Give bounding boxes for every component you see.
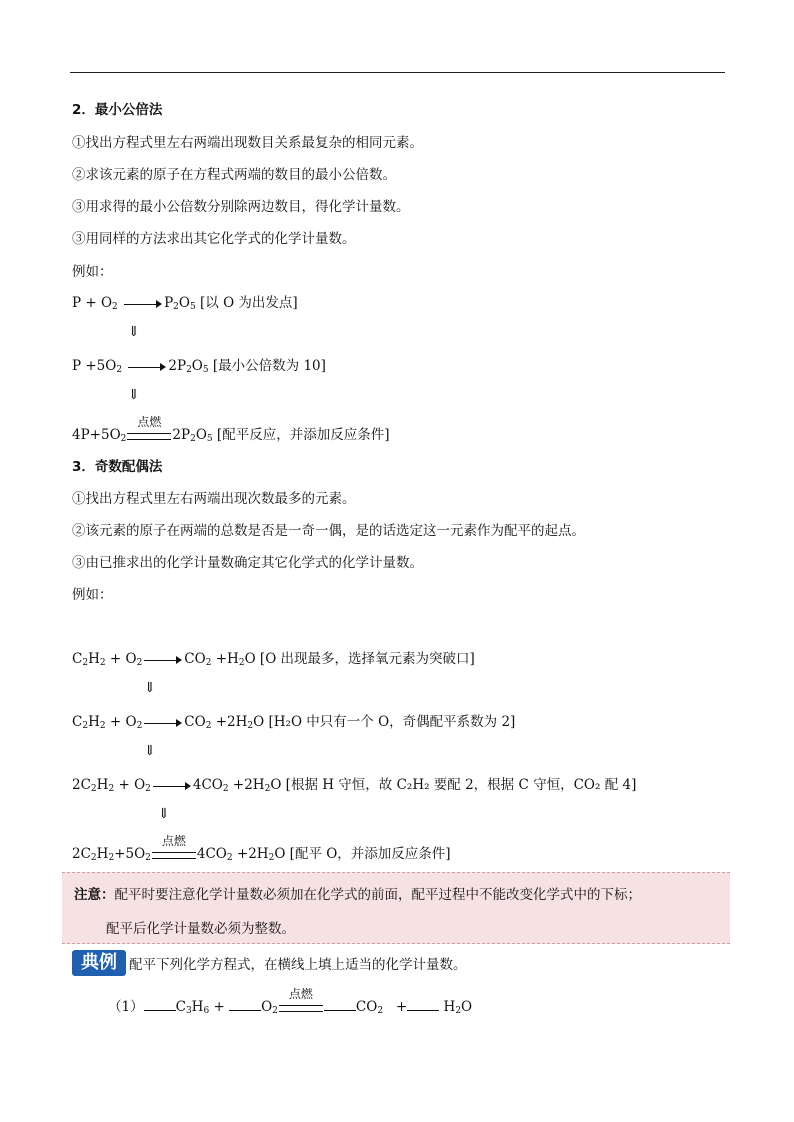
section-heading-odd-even: 3．奇数配偶法 bbox=[72, 459, 163, 475]
equation-line: $C_2H_2 + O_2$ $CO_2 +H_2O$ [O 出现最多，选择氧元素为突破口] bbox=[72, 651, 475, 668]
step-line: ①找出方程式里左右两端出现数目关系最复杂的相同元素。 bbox=[72, 135, 423, 151]
equation-line: $2C_2H_2+5O_2$ 点燃 $4CO_2 +2H_2O$ [配平 O，并添加反应条件] bbox=[72, 833, 451, 863]
down-arrow-icon: ⇓ bbox=[128, 387, 140, 403]
step-line: ②该元素的原子在两端的总数是否是一奇一偶，是的话选定这一元素作为配平的起点。 bbox=[72, 523, 585, 539]
equation-note: [根据 H 守恒，故 C₂H₂ 要配 2，根据 C 守恒，CO₂ 配 4] bbox=[285, 777, 637, 793]
condition-label: 点燃 bbox=[137, 414, 162, 429]
step-line: ③由已推求出的化学计量数确定其它化学式的化学计量数。 bbox=[72, 555, 423, 571]
example-instruction: 配平下列化学方程式，在横线上填上适当的化学计量数。 bbox=[129, 957, 467, 973]
question-line: （1） $C_3H_6 + O_2$ 点燃 $CO_2 + H_2O$ bbox=[108, 986, 473, 1016]
condition-arrow-icon bbox=[152, 833, 196, 861]
equation-note: [配平反应，并添加反应条件] bbox=[216, 427, 390, 443]
down-arrow-icon: ⇓ bbox=[144, 743, 156, 759]
reaction-arrow-icon bbox=[124, 299, 162, 309]
condition-arrow-icon bbox=[279, 986, 323, 1014]
note-box bbox=[62, 872, 730, 944]
step-line: ③用求得的最小公倍数分别除两边数目，得化学计量数。 bbox=[72, 199, 410, 215]
note-label: 注意： bbox=[74, 887, 115, 903]
note-line: 配平后化学计量数必须为整数。 bbox=[106, 921, 295, 937]
equation-line: $C_2H_2 + O_2$ $CO_2 +2H_2O$ [H₂O 中只有一个 O，奇偶配平系数为 2] bbox=[72, 714, 516, 731]
equation-line: $2C_2H_2 + O_2$ $4CO_2 +2H_2O$ [根据 H 守恒，故 C₂H₂ 要配 2，根据 C 守恒，CO₂ 配 4] bbox=[72, 777, 637, 794]
step-line: ③用同样的方法求出其它化学式的化学计量数。 bbox=[72, 231, 356, 247]
equation-note: [最小公倍数为 10] bbox=[212, 358, 326, 374]
header-rule bbox=[70, 72, 725, 73]
equation-note: [配平 O，并添加反应条件] bbox=[289, 846, 451, 862]
reaction-arrow-icon bbox=[153, 781, 191, 791]
down-arrow-icon: ⇓ bbox=[158, 806, 170, 822]
condition-arrow-icon bbox=[127, 414, 171, 442]
step-line: ②求该元素的原子在方程式两端的数目的最小公倍数。 bbox=[72, 167, 396, 183]
equation-line: $4P+5O_2$ 点燃 $2P_2O_5$ [配平反应，并添加反应条件] bbox=[72, 414, 390, 444]
blank-field[interactable] bbox=[144, 998, 176, 1011]
note-line: 配平时要注意化学计量数必须加在化学式的前面，配平过程中不能改变化学式中的下标； bbox=[114, 887, 641, 903]
example-badge: 典例 bbox=[72, 950, 126, 976]
equation-note: [以 O 为出发点] bbox=[200, 295, 298, 311]
equation-note: [O 出现最多，选择氧元素为突破口] bbox=[259, 651, 475, 667]
example-label: 例如： bbox=[72, 587, 113, 603]
blank-field[interactable] bbox=[324, 998, 356, 1011]
reaction-arrow-icon bbox=[144, 655, 182, 665]
equation-line: $P +5O_2$ $2P_2O_5$ [最小公倍数为 10] bbox=[72, 358, 326, 375]
condition-label: 点燃 bbox=[288, 986, 313, 1001]
equation-note: [H₂O 中只有一个 O，奇偶配平系数为 2] bbox=[268, 714, 516, 730]
question-number: （1） bbox=[108, 999, 144, 1015]
blank-field[interactable] bbox=[229, 998, 261, 1011]
condition-label: 点燃 bbox=[161, 833, 186, 848]
section-heading-lcm: 2．最小公倍法 bbox=[72, 102, 163, 118]
step-line: ①找出方程式里左右两端出现次数最多的元素。 bbox=[72, 491, 356, 507]
reaction-arrow-icon bbox=[144, 718, 182, 728]
example-label: 例如： bbox=[72, 264, 113, 280]
blank-field[interactable] bbox=[407, 998, 439, 1011]
equation-line: $P + O_2$ $P_2O_5$ [以 O 为出发点] bbox=[72, 295, 298, 312]
reaction-arrow-icon bbox=[128, 362, 166, 372]
down-arrow-icon: ⇓ bbox=[128, 324, 140, 340]
down-arrow-icon: ⇓ bbox=[144, 680, 156, 696]
